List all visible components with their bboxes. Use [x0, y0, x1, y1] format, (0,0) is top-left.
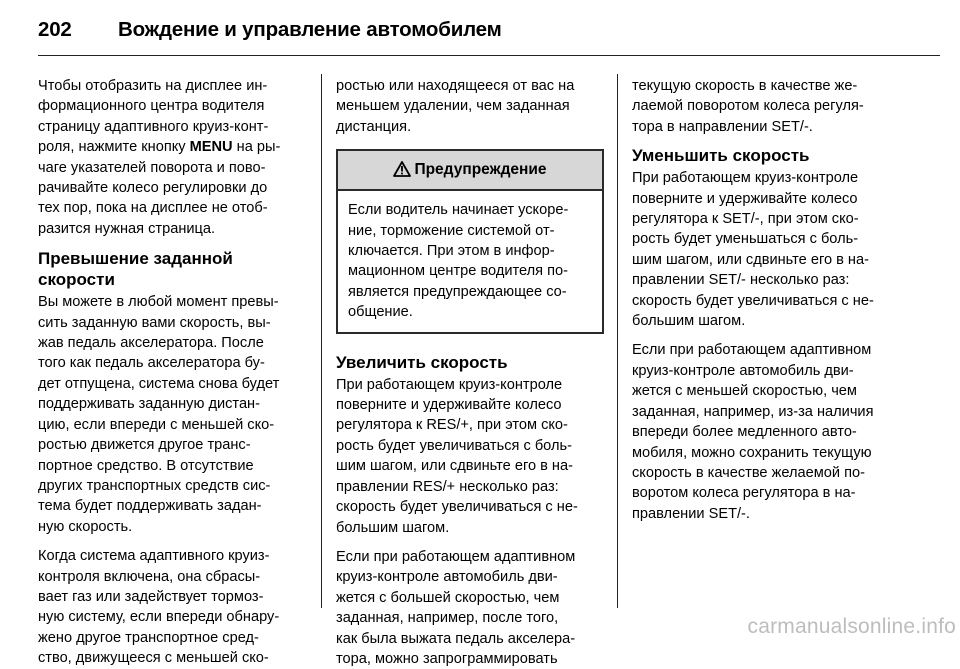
intro-text-start: Чтобы отобразить на дисплее ин- формационного центра водителя страницу адаптивного круиз-конт- роля, нажмите кнопку: [38, 78, 269, 156]
warning-triangle-icon: [393, 161, 411, 177]
page-number: 202: [38, 18, 72, 41]
section-heading-exceed-speed: Превышение заданной скорости: [38, 249, 233, 290]
continuation-paragraph: ростью или находящееся от вас на меньшем удалении, чем заданная дистанция.: [336, 78, 575, 135]
warning-title: Предупреждение: [414, 161, 547, 179]
page-title: Вождение и управление автомобилем: [118, 18, 502, 41]
column-2: [336, 76, 604, 669]
header-divider: [38, 55, 940, 56]
save-speed-paragraph: Если при работающем адаптивном круиз-контроле автомобиль дви- жется с меньшей скоростью, чем заданная, например, из-за наличия впереди более медленного авто- мобиля, можно сохранить текущую скорость в качестве желаемой по- воротом колеса регулятора в на- правлении SET/-.: [632, 342, 874, 522]
page-header: [38, 10, 502, 50]
warning-body: Если водитель начинает ускоре- ние, торможение системой от- ключается. При этом в инфор- мационном центре водителя по- является предупреждающее со- общение.: [348, 202, 569, 321]
acc-braking-paragraph: Когда система адаптивного круиз- контроля включена, она сбрасы- вает газ или задействует тормоз- ную систему, если впереди обнару- жено другое транспортное сред- ство, движущееся с меньшей ско-: [38, 548, 280, 667]
column-divider-1: [321, 74, 322, 608]
continuation-paragraph-3: текущую скорость в качестве же- лаемой поворотом колеса регуля- тора в направлении SET/-.: [632, 78, 864, 135]
intro-text-end: на ры- чаге указателей поворота и пово- рачивайте колесо регулировки до тех пор, пока на дисплее не отоб- разится нужная страница.: [38, 139, 281, 237]
intro-paragraph: [38, 76, 314, 239]
menu-key-label: MENU: [189, 139, 233, 156]
column-3: [632, 76, 904, 524]
section-heading-decrease-speed: Уменьшить скорость: [632, 146, 810, 166]
increase-speed-paragraph: При работающем круиз-контроле поверните и удерживайте колесо регулятора к RES/+, при этом ско- рость будет увеличиваться с боль- шим шагом, или сдвиньте его в на- правлении RES/+ несколько раз: скорость будет увеличиваться с не- большим шагом.: [336, 376, 578, 536]
watermark: carmanualsonline.info: [747, 615, 956, 638]
program-speed-paragraph: Если при работающем адаптивном круиз-контроле автомобиль дви- жется с большей скоростью, чем заданная, например, после того, как была выжата педаль акселера- тора, можно запрограммировать: [336, 548, 576, 667]
warning-title-bar: [338, 151, 602, 191]
section-heading-increase-speed: Увеличить скорость: [336, 352, 508, 372]
column-divider-2: [617, 74, 618, 608]
column-1: [38, 76, 314, 669]
exceed-speed-paragraph: Вы можете в любой момент превы- сить заданную вами скорость, вы- жав педаль акселератора. После того как педаль акселератора бу- дет отпущена, система снова будет поддерживать заданную дистан- цию, если впереди с меньшей ско- ростью движется другое транс- портное средство. В отсутствие других транспортных средств сис- тема будет поддерживать задан- ную скорость.: [38, 294, 280, 535]
decrease-speed-paragraph: При работающем круиз-контроле поверните и удерживайте колесо регулятора к SET/-, при этом ско- рость будет уменьшаться с боль- шим шагом, или сдвиньте его в на- правлении SET/- несколько раз: скорость будет увеличиваться с не- большим шагом.: [632, 170, 874, 330]
warning-box: [336, 149, 604, 333]
